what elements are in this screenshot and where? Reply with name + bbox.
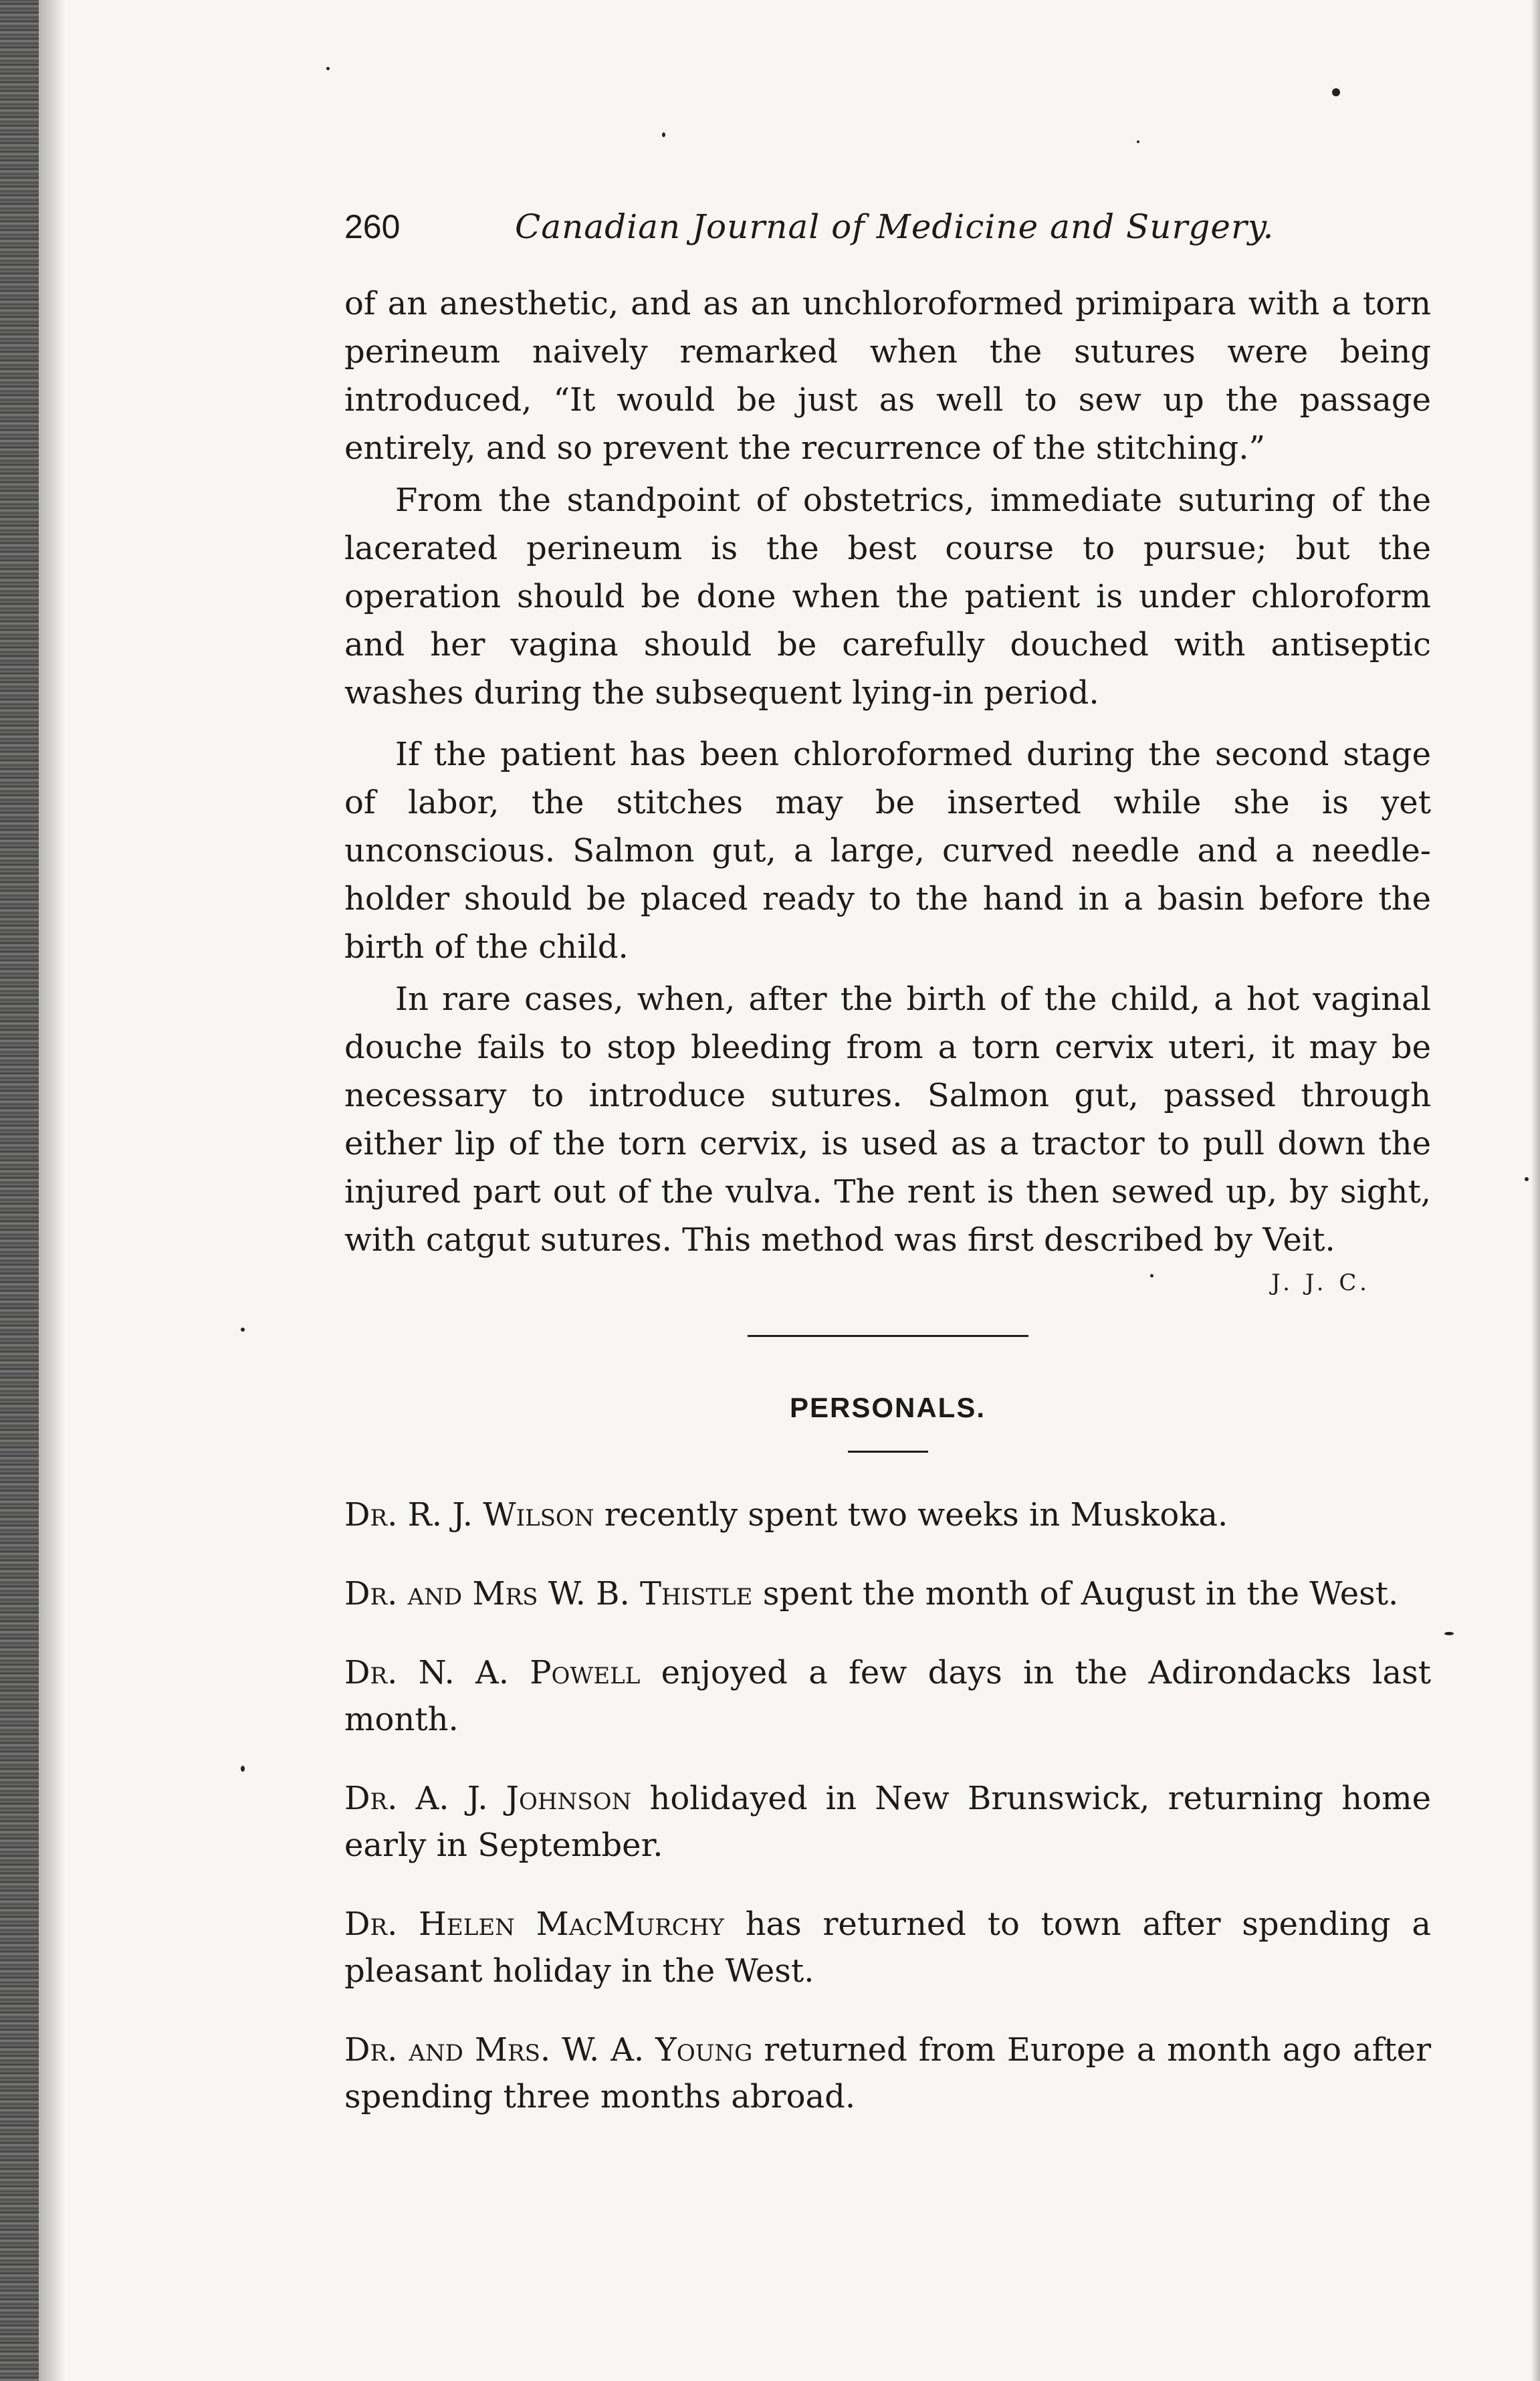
- personal-entry: [344, 1491, 1431, 1538]
- article-paragraph: If the patient has been chloroformed during the second stage of labor, the stitches may be inserted while she is yet unconscious. Salmon gut, a large, curved needle and a needle-holder should be placed ready to the hand in a basin before the birth of the child.: [344, 736, 1431, 966]
- journal-title: Canadian Journal of Medicine and Surgery.: [515, 207, 1275, 246]
- scan-speck: [241, 1328, 245, 1332]
- personal-entry: [344, 2027, 1431, 2120]
- entry-name: Dr. and Mrs. W. A. Young: [344, 2031, 753, 2069]
- entry-name: Dr. N. A. Powell: [344, 1654, 641, 1691]
- scan-binding-shadow: [39, 0, 66, 2381]
- running-header: [344, 207, 1431, 261]
- entry-text: has returned to town after spending a pleasant holiday in the West.: [344, 1905, 1431, 1990]
- entry-name: Dr. Helen MacMurchy: [344, 1905, 724, 1943]
- scan-right-edge: [1531, 0, 1540, 2381]
- document-page: [344, 207, 1431, 2152]
- personal-entry: [344, 1901, 1431, 1994]
- author-signature: J. J. C.: [1271, 1269, 1371, 1296]
- personal-entry: [344, 1775, 1431, 1869]
- personals-list: [344, 1491, 1431, 2120]
- entry-text: holidayed in New Brunswick, returning home early in September.: [344, 1780, 1432, 1864]
- scan-speck: [662, 132, 665, 137]
- article-paragraph: In rare cases, when, after the birth of the child, a hot vaginal douche fails to stop bleeding from a torn cervix uteri, it may be necessary to introduce sutures. Salmon gut, passed through either lip of the torn cervix, is used as a tractor to pull down the injured part out of the vulva. The rent is then sewed up, by sight, with catgut sutures. This method was first described by Veit.: [344, 980, 1431, 1259]
- scan-speck: [1444, 1632, 1454, 1635]
- scan-speck: [1137, 140, 1139, 143]
- scan-speck: [241, 1766, 245, 1772]
- entry-name: Dr. R. J. Wilson: [344, 1496, 594, 1534]
- entry-text: enjoyed a few days in the Adirondacks last month.: [344, 1654, 1431, 1738]
- title-underline: [848, 1451, 928, 1453]
- entry-text: recently spent two weeks in Muskoka.: [604, 1496, 1228, 1534]
- page-number: 260: [344, 208, 401, 245]
- entry-text: returned from Europe a month ago after spending three months abroad.: [344, 2031, 1432, 2115]
- scan-speck: [326, 67, 330, 70]
- section-divider: [748, 1335, 1028, 1337]
- entry-text: spent the month of August in the West.: [762, 1575, 1399, 1613]
- entry-name: Dr. and Mrs W. B. Thistle: [344, 1575, 753, 1613]
- article-paragraph: of an anesthetic, and as an unchloroformed primipara with a torn perineum naively remarked when the sutures were being introduced, “It would be just as well to sew up the passage entirely, and so prevent the recurrence of the stitching.”: [344, 285, 1431, 467]
- scan-speck: [1525, 1177, 1529, 1181]
- personal-entry: [344, 1649, 1431, 1743]
- scan-binding-edge: [0, 0, 39, 2381]
- scan-speck: [1332, 88, 1340, 96]
- entry-name: Dr. A. J. Johnson: [344, 1780, 632, 1817]
- personal-entry: [344, 1570, 1431, 1617]
- section-title: PERSONALS.: [789, 1392, 986, 1423]
- article-paragraph: From the standpoint of obstetrics, immediate suturing of the lacerated perineum is the best course to pursue; but the operation should be done when the patient is under chloroform and her vagina should be carefully douched with antiseptic washes during the subsequent lying-in period.: [344, 482, 1431, 712]
